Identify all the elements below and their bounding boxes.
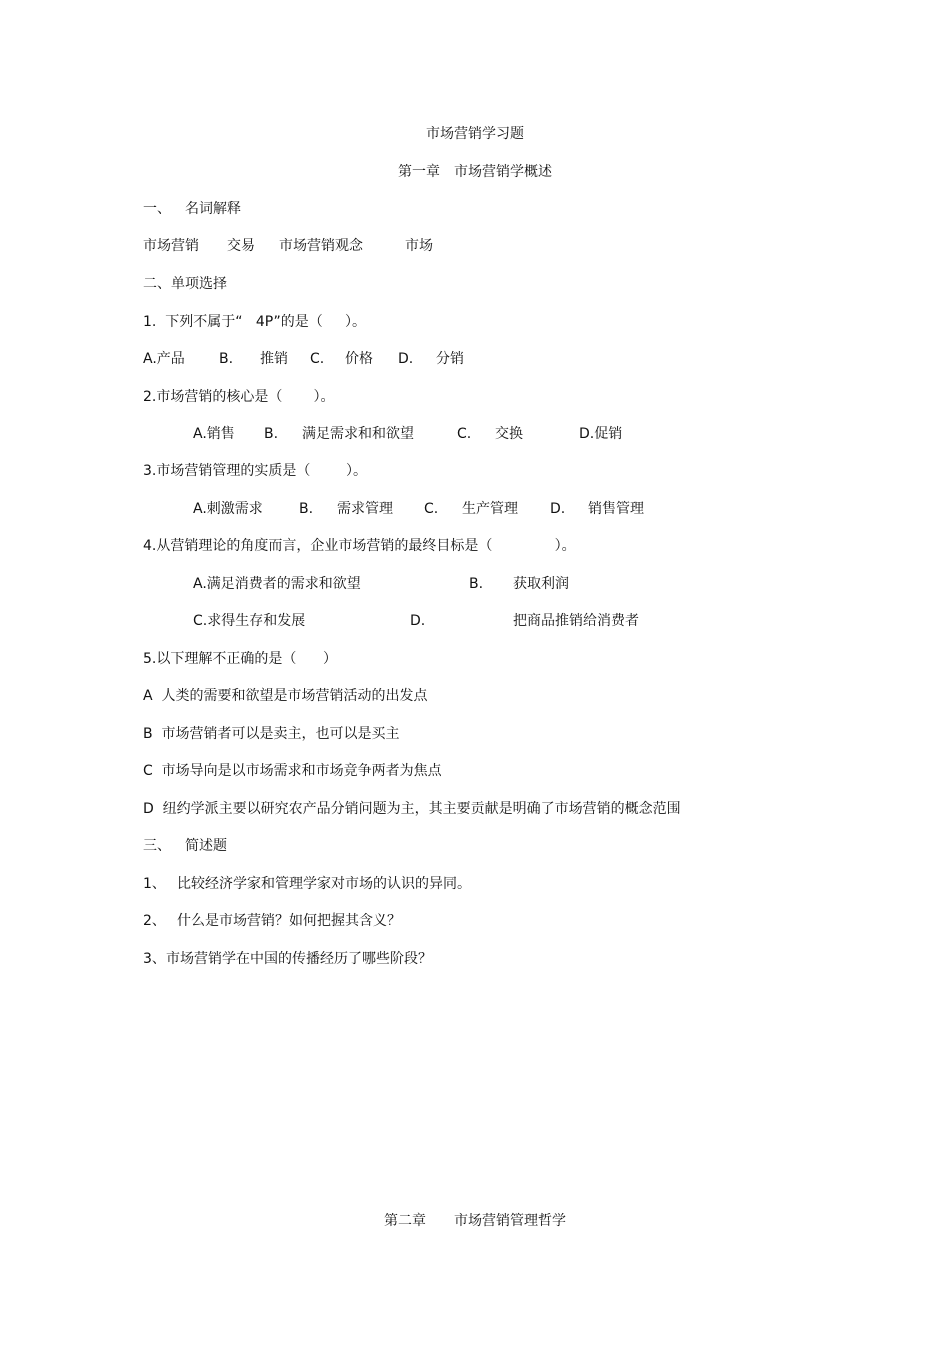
option-a: A.产品 bbox=[143, 351, 185, 367]
terms-list bbox=[143, 237, 543, 255]
section-3-heading bbox=[143, 837, 343, 855]
option-b-text: 需求管理 bbox=[337, 501, 393, 517]
question-4-options-row-2 bbox=[193, 612, 663, 630]
option-c: C.求得生存和发展 bbox=[193, 613, 306, 629]
option-d-letter: D. bbox=[410, 613, 426, 629]
short-question-number: 1、 bbox=[143, 876, 166, 892]
term-item: 交易 bbox=[227, 238, 255, 254]
option-a: A.满足消费者的需求和欲望 bbox=[193, 576, 361, 592]
question-5-option-a: A 人类的需要和欲望是市场营销活动的出发点 bbox=[143, 688, 428, 704]
option-a: A.刺激需求 bbox=[193, 501, 263, 517]
section-3-number: 三、 bbox=[143, 838, 171, 854]
question-2-stem: 2.市场营销的核心是（ ）。 bbox=[143, 389, 335, 405]
option-b-text: 获取利润 bbox=[513, 576, 569, 592]
section-1-title: 名词解释 bbox=[185, 201, 241, 217]
short-question-number: 2、 bbox=[143, 913, 166, 929]
question-5-option-c: C 市场导向是以市场需求和市场竞争两者为焦点 bbox=[143, 763, 442, 779]
chapter-1-heading: 第一章 市场营销学概述 bbox=[398, 164, 552, 180]
short-question-2 bbox=[143, 912, 643, 930]
section-1-number: 一、 bbox=[143, 201, 171, 217]
question-3-stem: 3.市场营销管理的实质是（ ）。 bbox=[143, 463, 367, 479]
question-5-option-d: D 纽约学派主要以研究农产品分销问题为主，其主要贡献是明确了市场营销的概念范围 bbox=[143, 801, 681, 817]
option-d-text: 销售管理 bbox=[588, 501, 644, 517]
section-2-heading: 二、单项选择 bbox=[143, 276, 227, 292]
short-question-text: 市场营销学在中国的传播经历了哪些阶段？ bbox=[166, 951, 432, 967]
option-b-letter: B. bbox=[469, 576, 484, 592]
option-c-text: 价格 bbox=[345, 351, 373, 367]
option-c-text: 生产管理 bbox=[462, 501, 518, 517]
chapter-2-heading: 第二章 市场营销管理哲学 bbox=[384, 1213, 566, 1229]
question-4-options-row-1 bbox=[193, 575, 663, 593]
short-question-1 bbox=[143, 875, 643, 893]
question-2-options bbox=[193, 425, 643, 443]
document-title: 市场营销学习题 bbox=[426, 126, 524, 142]
option-d-text: 分销 bbox=[436, 351, 464, 367]
short-question-number: 3、 bbox=[143, 951, 166, 967]
question-3-options bbox=[193, 500, 663, 518]
option-d-letter: D. bbox=[398, 351, 414, 367]
question-1-stem: 1. 下列不属于“ 4P”的是（ ）。 bbox=[143, 314, 366, 330]
term-item: 市场 bbox=[405, 238, 433, 254]
question-1-options bbox=[143, 350, 543, 368]
short-question-3 bbox=[143, 950, 643, 968]
option-c-text: 交换 bbox=[495, 426, 523, 442]
option-c-letter: C. bbox=[310, 351, 325, 367]
option-b-letter: B. bbox=[264, 426, 279, 442]
option-d-letter: D. bbox=[550, 501, 566, 517]
option-d-text: 把商品推销给消费者 bbox=[513, 613, 639, 629]
option-d: D.促销 bbox=[579, 426, 623, 442]
option-b-text: 推销 bbox=[260, 351, 288, 367]
question-4-stem: 4.从营销理论的角度而言，企业市场营销的最终目标是（ ）。 bbox=[143, 538, 576, 554]
option-b-text: 满足需求和和欲望 bbox=[302, 426, 414, 442]
question-5-stem: 5.以下理解不正确的是（ ） bbox=[143, 651, 338, 667]
option-b-letter: B. bbox=[299, 501, 314, 517]
option-c-letter: C. bbox=[424, 501, 439, 517]
section-3-title: 简述题 bbox=[185, 838, 227, 854]
short-question-text: 什么是市场营销？如何把握其含义？ bbox=[177, 913, 401, 929]
term-item: 市场营销 bbox=[143, 238, 199, 254]
short-question-text: 比较经济学家和管理学家对市场的认识的异同。 bbox=[177, 876, 471, 892]
option-c-letter: C. bbox=[457, 426, 472, 442]
option-a: A.销售 bbox=[193, 426, 235, 442]
section-1-heading bbox=[143, 200, 343, 218]
option-b-letter: B. bbox=[219, 351, 234, 367]
term-item: 市场营销观念 bbox=[279, 238, 363, 254]
question-5-option-b: B 市场营销者可以是卖主，也可以是买主 bbox=[143, 726, 400, 742]
